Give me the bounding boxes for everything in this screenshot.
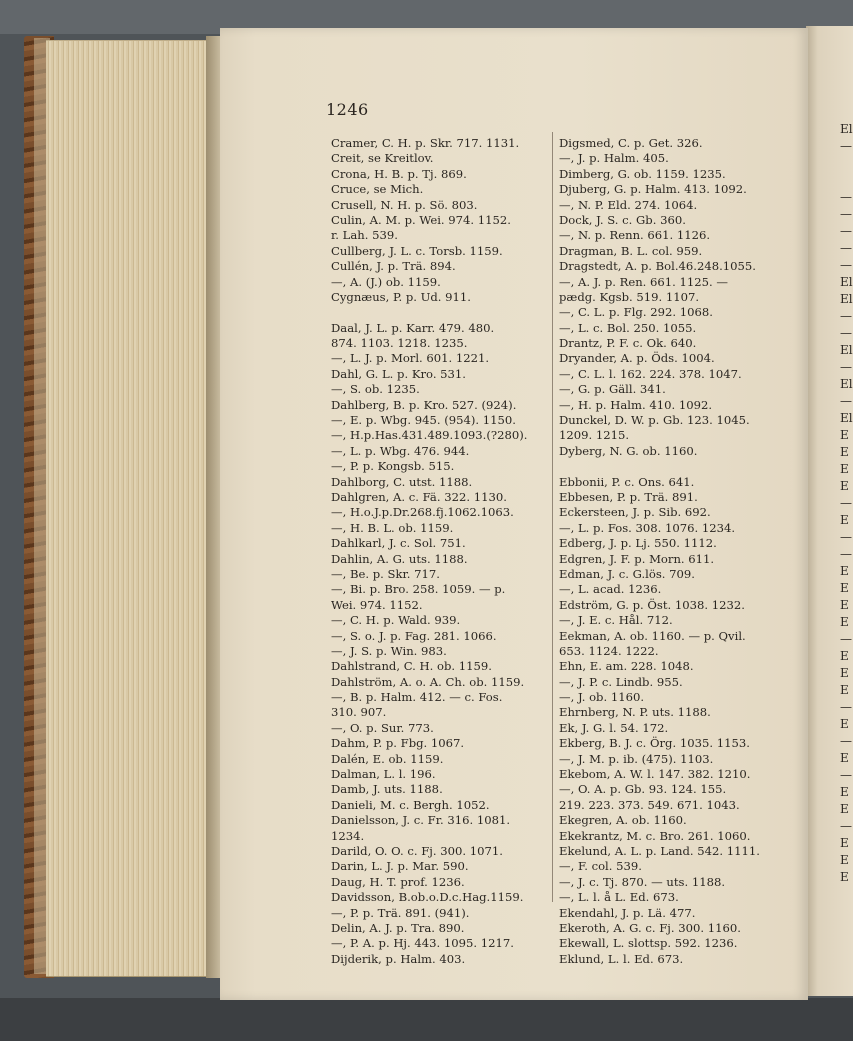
- index-entry: Dunckel, D. W. p. Gb. 123. 1045.: [559, 413, 750, 428]
- index-entry: Culin, A. M. p. Wei. 974. 1152.: [331, 212, 511, 227]
- next-page-fragment: El: [840, 343, 853, 357]
- index-entry: —, G. p. Gäll. 341.: [559, 382, 666, 397]
- next-page-edge: [806, 26, 853, 996]
- index-entry: —, J. M. p. ib. (475). 1103.: [559, 751, 714, 766]
- index-entry: —, C. L. l. 162. 224. 378. 1047.: [559, 366, 742, 381]
- next-page-fragment: E: [840, 462, 849, 476]
- index-entry: Edström, G. p. Öst. 1038. 1232.: [559, 597, 745, 612]
- index-entry: 1234.: [331, 828, 365, 843]
- index-entry: —, H. p. Halm. 410. 1092.: [559, 397, 713, 412]
- index-entry: Cygnæus, P. p. Ud. 911.: [331, 289, 471, 304]
- index-entry: Eekman, A. ob. 1160. — p. Qvil.: [559, 628, 746, 643]
- index-entry: —, O. p. Sur. 773.: [331, 720, 434, 735]
- next-page-fragment: E: [840, 870, 849, 884]
- index-entry: Dahlstrand, C. H. ob. 1159.: [331, 659, 492, 674]
- next-page-fragment: —: [840, 258, 852, 272]
- next-page-fragment: E: [840, 751, 849, 765]
- index-entry: —, H.p.Has.431.489.1093.(?280).: [331, 428, 528, 443]
- next-page-fragment: —: [840, 496, 852, 510]
- next-page-fragment: El: [840, 411, 853, 425]
- index-entry: 1209. 1215.: [559, 428, 630, 443]
- index-entry: Dahlström, A. o. A. Ch. ob. 1159.: [331, 674, 525, 689]
- index-entry: —, L. c. Bol. 250. 1055.: [559, 320, 697, 335]
- index-entry: —, J. c. Tj. 870. — uts. 1188.: [559, 874, 726, 889]
- index-entry: Darild, O. O. c. Fj. 300. 1071.: [331, 843, 503, 858]
- next-page-fragment: E: [840, 513, 849, 527]
- index-entry: Dryander, A. p. Öds. 1004.: [559, 351, 715, 366]
- next-page-fragment: E: [840, 615, 849, 629]
- index-entry: pædg. Kgsb. 519. 1107.: [559, 289, 700, 304]
- index-entry: —, L. p. Wbg. 476. 944.: [331, 443, 470, 458]
- index-entry: —, S. ob. 1235.: [331, 382, 420, 397]
- section-gap: [331, 305, 547, 320]
- index-entry: —, L. J. p. Morl. 601. 1221.: [331, 351, 490, 366]
- index-entry: —, Bi. p. Bro. 258. 1059. — p.: [331, 582, 506, 597]
- next-page-fragment: El: [840, 292, 853, 306]
- section-gap: [559, 459, 791, 474]
- next-page-fragment: —: [840, 139, 852, 153]
- index-entry: Davidsson, B.ob.o.D.c.Hag.1159.: [331, 890, 524, 905]
- next-page-fragment: E: [840, 428, 849, 442]
- index-entry: Delin, A. J. p. Tra. 890.: [331, 920, 465, 935]
- index-entry: Dock, J. S. c. Gb. 360.: [559, 212, 686, 227]
- next-page-fragment: E: [840, 836, 849, 850]
- index-entry: Cullén, J. p. Trä. 894.: [331, 259, 456, 274]
- index-entry: Dahlgren, A. c. Fä. 322. 1130.: [331, 489, 507, 504]
- index-entry: Eklund, L. l. Ed. 673.: [559, 951, 684, 966]
- next-page-fragment: E: [840, 683, 849, 697]
- index-entry: —, L. l. å L. Ed. 673.: [559, 890, 679, 905]
- index-entry: Cruce, se Mich.: [331, 182, 424, 197]
- index-entry: Ekeroth, A. G. c. Fj. 300. 1160.: [559, 920, 741, 935]
- index-entry: Danielsson, J. c. Fr. 316. 1081.: [331, 813, 511, 828]
- index-entry: Dimberg, G. ob. 1159. 1235.: [559, 166, 726, 181]
- next-page-fragment: E: [840, 666, 849, 680]
- index-entry: Crusell, N. H. p. Sö. 803.: [331, 197, 478, 212]
- index-entry: Cullberg, J. L. c. Torsb. 1159.: [331, 243, 503, 258]
- next-page-fragment: —: [840, 326, 852, 340]
- index-entry: Dahlborg, C. utst. 1188.: [331, 474, 473, 489]
- index-entry: —, L. p. Fos. 308. 1076. 1234.: [559, 520, 736, 535]
- index-entry: Eckersteen, J. p. Sib. 692.: [559, 505, 711, 520]
- page-number: 1246: [326, 100, 369, 119]
- index-entry: —, P. A. p. Hj. 443. 1095. 1217.: [331, 936, 514, 951]
- index-entry: Dalman, L. l. 196.: [331, 767, 436, 782]
- index-entry: Dyberg, N. G. ob. 1160.: [559, 443, 698, 458]
- index-entry: Edman, J. c. G.lös. 709.: [559, 566, 695, 581]
- index-entry: Dalén, E. ob. 1159.: [331, 751, 444, 766]
- next-page-fragment: E: [840, 598, 849, 612]
- next-page-fragment: E: [840, 802, 849, 816]
- index-entry: Ekegren, A. ob. 1160.: [559, 813, 687, 828]
- index-entry: —, P. p. Kongsb. 515.: [331, 459, 455, 474]
- next-page-fragment: —: [840, 632, 852, 646]
- index-entry: —, N. p. Renn. 661. 1126.: [559, 228, 711, 243]
- index-entry: —, A. (J.) ob. 1159.: [331, 274, 441, 289]
- index-entry: Wei. 974. 1152.: [331, 597, 423, 612]
- next-page-fragment: E: [840, 479, 849, 493]
- backdrop-bottom: [0, 998, 853, 1041]
- index-entry: 310. 907.: [331, 705, 387, 720]
- index-entry: —, Be. p. Skr. 717.: [331, 566, 440, 581]
- index-entry: —, L. acad. 1236.: [559, 582, 662, 597]
- index-entry: Djuberg, G. p. Halm. 413. 1092.: [559, 182, 747, 197]
- next-page-fragment: E: [840, 581, 849, 595]
- index-entry: —, O. A. p. Gb. 93. 124. 155.: [559, 782, 727, 797]
- next-page-fragment: —: [840, 547, 852, 561]
- next-page-fragment: E: [840, 445, 849, 459]
- next-page-fragment: El: [840, 122, 853, 136]
- index-entry: Creit, se Kreitlov.: [331, 151, 434, 166]
- index-entry: Edberg, J. p. Lj. 550. 1112.: [559, 536, 717, 551]
- index-entry: Digsmed, C. p. Get. 326.: [559, 136, 703, 150]
- left-page-stack: [46, 40, 214, 977]
- index-entry: —, J. P. c. Lindb. 955.: [559, 674, 683, 689]
- index-entry: Dahlberg, B. p. Kro. 527. (924).: [331, 397, 517, 412]
- next-page-fragment: —: [840, 819, 852, 833]
- index-entry: Dragman, B. L. col. 959.: [559, 243, 703, 258]
- next-page-fragment: —: [840, 530, 852, 544]
- next-page-fragment: —: [840, 700, 852, 714]
- index-entry: Ekewall, L. slottsp. 592. 1236.: [559, 936, 738, 951]
- next-page-fragment: —: [840, 224, 852, 238]
- index-entry: —, A. J. p. Ren. 661. 1125. —: [559, 274, 729, 289]
- next-page-fragment: El: [840, 275, 853, 289]
- index-entry: —, C. H. p. Wald. 939.: [331, 613, 461, 628]
- index-entry: Edgren, J. F. p. Morn. 611.: [559, 551, 715, 566]
- next-page-fragment: E: [840, 649, 849, 663]
- column-divider: [552, 132, 553, 902]
- index-entry: —, J. ob. 1160.: [559, 690, 645, 705]
- index-entry: Danieli, M. c. Bergh. 1052.: [331, 797, 490, 812]
- index-column-right: [559, 136, 791, 967]
- index-entry: Ekendahl, J. p. Lä. 477.: [559, 905, 696, 920]
- index-entry: Drantz, P. F. c. Ok. 640.: [559, 336, 697, 351]
- index-entry: 874. 1103. 1218. 1235.: [331, 336, 468, 351]
- next-page-fragment: —: [840, 360, 852, 374]
- next-page-fragment: —: [840, 241, 852, 255]
- index-entry: Daug, H. T. prof. 1236.: [331, 874, 465, 889]
- index-entry: Damb, J. uts. 1188.: [331, 782, 443, 797]
- next-page-fragment: E: [840, 853, 849, 867]
- index-entry: Ehn, E. am. 228. 1048.: [559, 659, 694, 674]
- index-entry: Cramer, C. H. p. Skr. 717. 1131.: [331, 136, 520, 150]
- index-entry: —, J. S. p. Win. 983.: [331, 643, 447, 658]
- index-entry: —, C. L. p. Flg. 292. 1068.: [559, 305, 713, 320]
- index-entry: —, F. col. 539.: [559, 859, 642, 874]
- index-entry: Ek, J. G. l. 54. 172.: [559, 720, 669, 735]
- next-page-fragment: —: [840, 394, 852, 408]
- index-entry: Crona, H. B. p. Tj. 869.: [331, 166, 467, 181]
- index-entry: —, J. p. Halm. 405.: [559, 151, 669, 166]
- index-entry: r. Lah. 539.: [331, 228, 398, 243]
- index-entry: Dahm, P. p. Fbg. 1067.: [331, 736, 465, 751]
- next-page-fragment: E: [840, 785, 849, 799]
- book-page: [220, 28, 808, 1000]
- index-entry: —, B. p. Halm. 412. — c. Fos.: [331, 690, 503, 705]
- next-page-fragment: —: [840, 190, 852, 204]
- index-entry: Ekebom, A. W. l. 147. 382. 1210.: [559, 767, 751, 782]
- index-entry: —, J. E. c. Hål. 712.: [559, 613, 673, 628]
- index-entry: Ekelund, A. L. p. Land. 542. 1111.: [559, 843, 760, 858]
- next-page-fragment: —: [840, 207, 852, 221]
- index-entry: Darin, L. J. p. Mar. 590.: [331, 859, 469, 874]
- next-page-fragment: —: [840, 734, 852, 748]
- index-entry: Ekberg, B. J. c. Örg. 1035. 1153.: [559, 736, 750, 751]
- index-entry: Ekekrantz, M. c. Bro. 261. 1060.: [559, 828, 751, 843]
- index-entry: —, N. P. Eld. 274. 1064.: [559, 197, 698, 212]
- index-entry: 653. 1124. 1222.: [559, 643, 659, 658]
- next-page-fragment: —: [840, 309, 852, 323]
- index-entry: —, E. p. Wbg. 945. (954). 1150.: [331, 413, 516, 428]
- index-entry: Ebbesen, P. p. Trä. 891.: [559, 489, 698, 504]
- index-entry: —, P. p. Trä. 891. (941).: [331, 905, 470, 920]
- index-entry: 219. 223. 373. 549. 671. 1043.: [559, 797, 740, 812]
- index-entry: Dahl, G. L. p. Kro. 531.: [331, 366, 466, 381]
- index-entry: Dijderik, p. Halm. 403.: [331, 951, 466, 966]
- index-entry: —, H. B. L. ob. 1159.: [331, 520, 454, 535]
- index-entry: —, S. o. J. p. Fag. 281. 1066.: [331, 628, 497, 643]
- index-entry: Ebbonii, P. c. Ons. 641.: [559, 474, 695, 489]
- index-entry: Dragstedt, A. p. Bol.46.248.1055.: [559, 259, 756, 274]
- index-entry: Ehrnberg, N. P. uts. 1188.: [559, 705, 711, 720]
- index-entry: —, H.o.J.p.Dr.268.fj.1062.1063.: [331, 505, 514, 520]
- next-page-fragment: —: [840, 768, 852, 782]
- index-column-left: [331, 136, 547, 967]
- next-page-fragment: El: [840, 377, 853, 391]
- index-entry: Daal, J. L. p. Karr. 479. 480.: [331, 320, 495, 335]
- next-page-fragment: E: [840, 564, 849, 578]
- index-entry: Dahlin, A. G. uts. 1188.: [331, 551, 468, 566]
- index-entry: Dahlkarl, J. c. Sol. 751.: [331, 536, 466, 551]
- next-page-fragment: E: [840, 717, 849, 731]
